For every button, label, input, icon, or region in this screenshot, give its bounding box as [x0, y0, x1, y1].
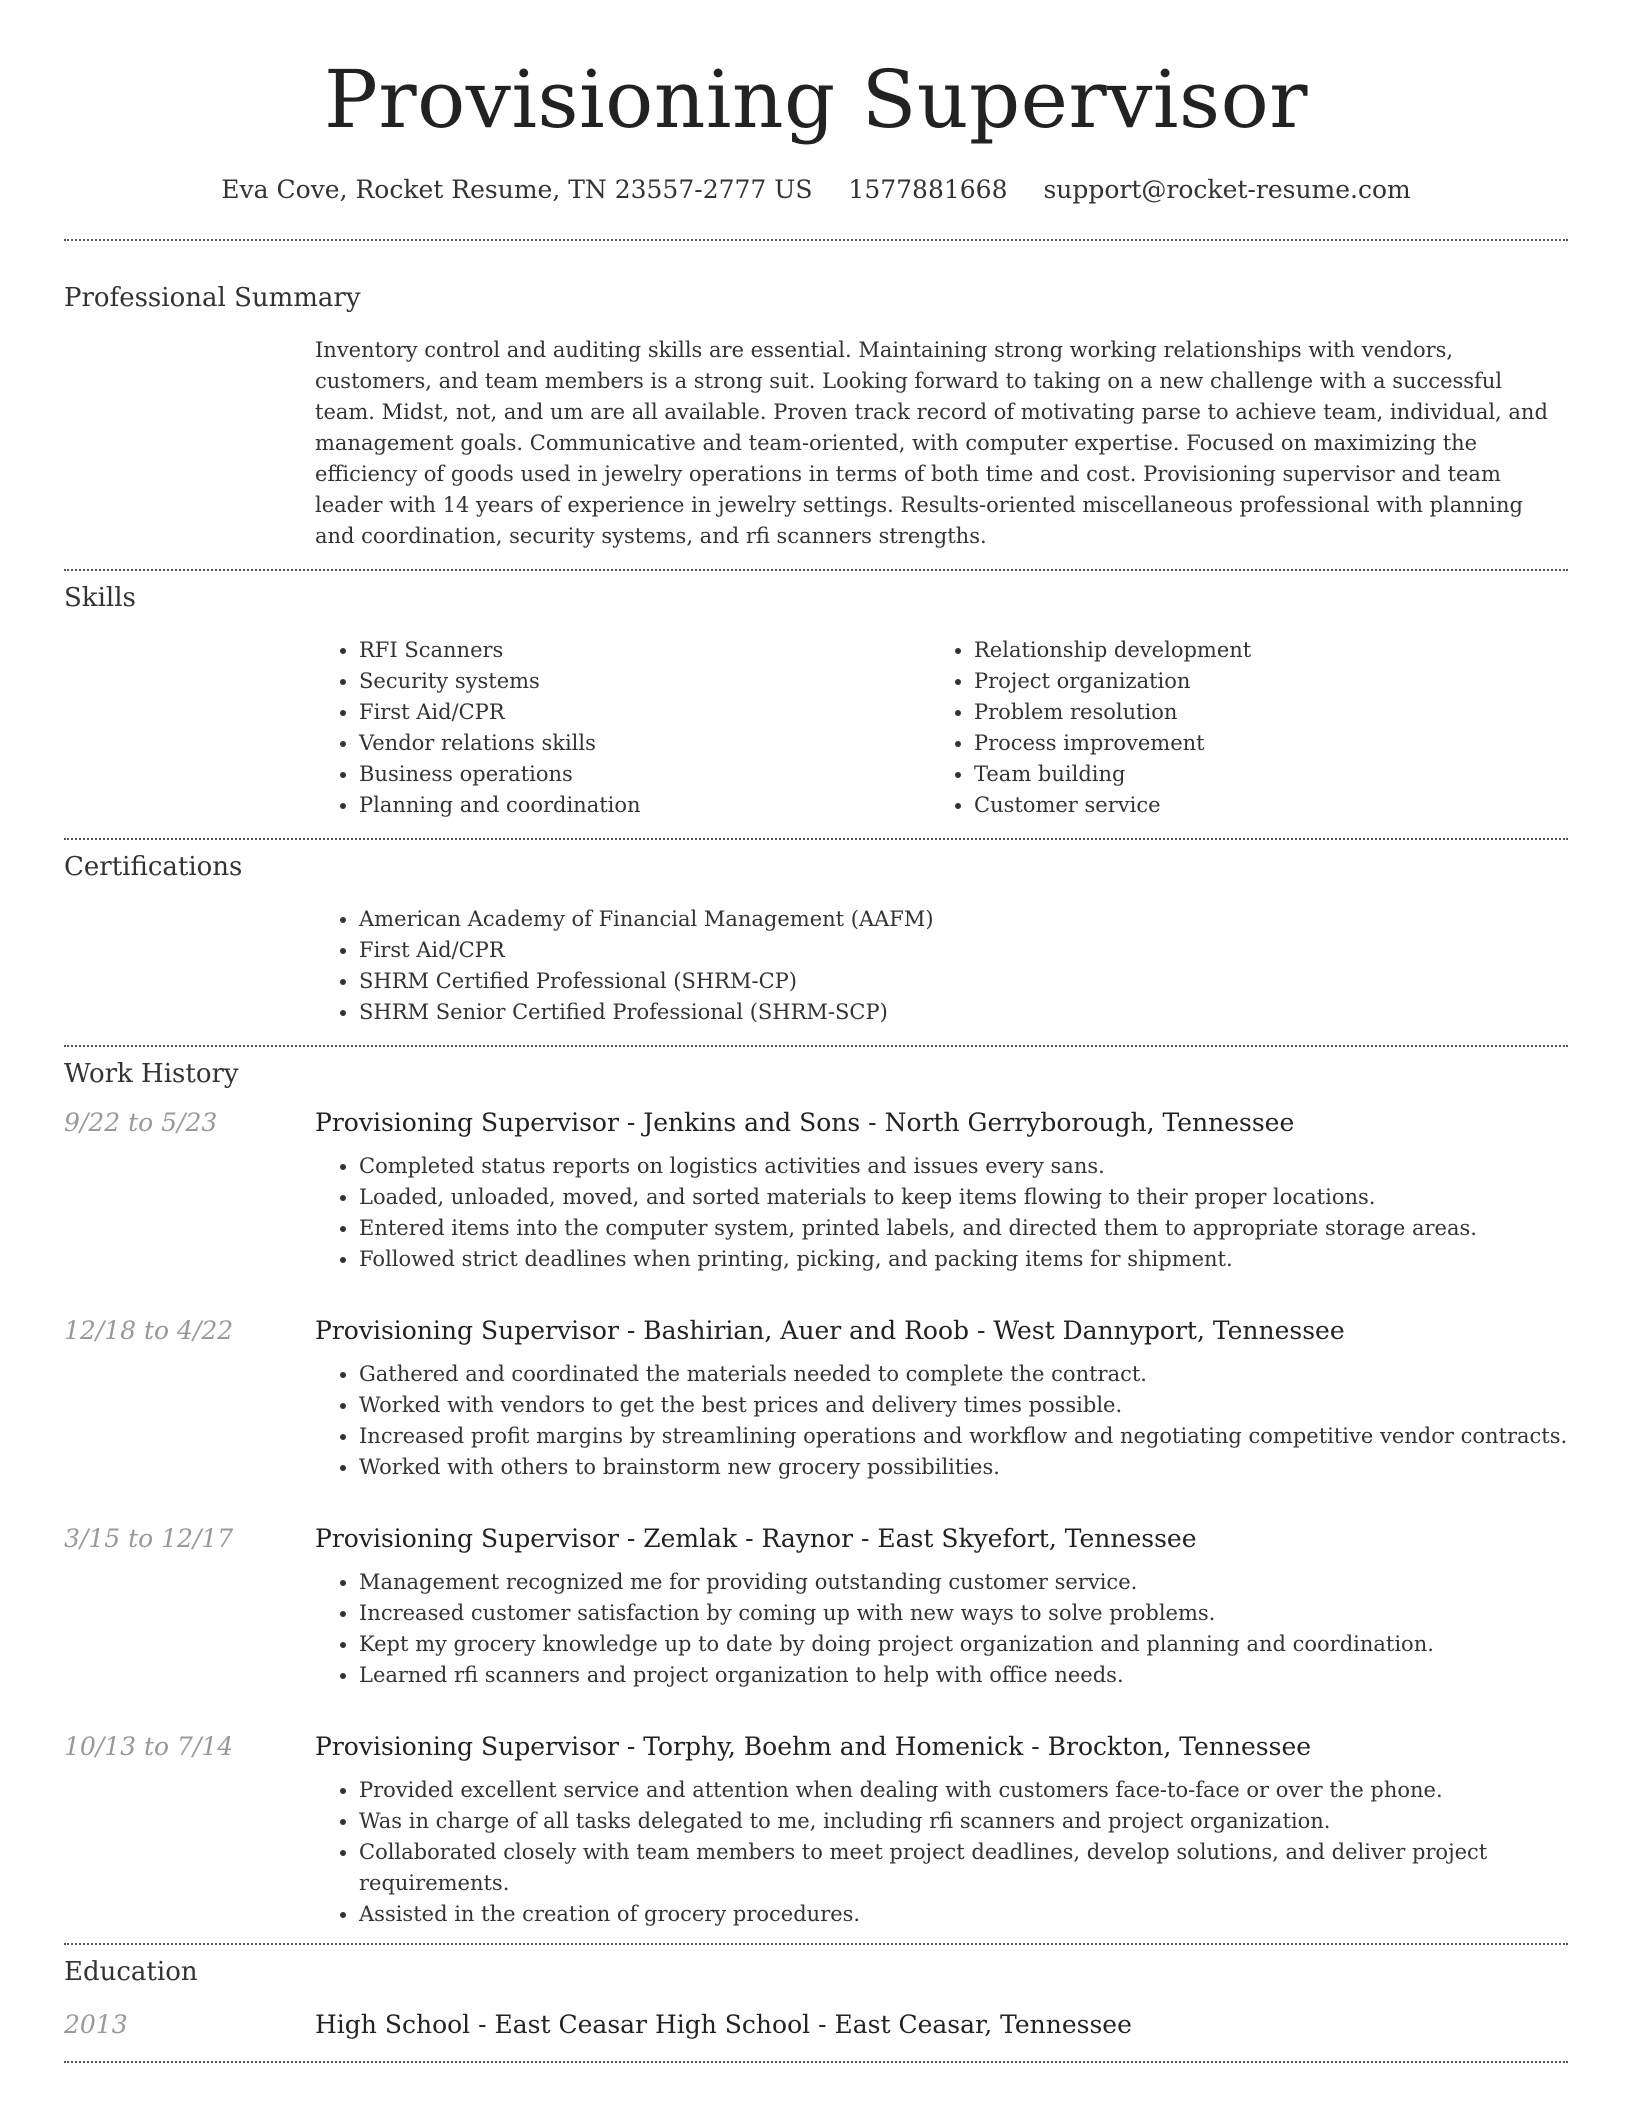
skills-list-left	[315, 635, 930, 821]
summary-text: Inventory control and auditing skills are essential. Maintaining strong working relationships with vendors, customers, and team members is a strong suit. Looking forward to taking on a new challenge with a successful team. Midst, not, and um are all available. Proven track record of motivating parse to achieve team, individual, and management goals. Communicative and team-oriented, with computer expertise. Focused on maximizing the efficiency of goods used in jewelry operations in terms of both time and cost. Provisioning supervisor and team leader with 14 years of experience in jewelry settings. Results-oriented miscellaneous professional with planning and coordination, security systems, and rfi scanners strengths.	[315, 338, 1548, 548]
job-entry	[64, 1731, 1568, 1930]
work-section	[64, 1047, 1568, 1930]
job-bullet: • Provided excellent service and attention when dealing with customers face-to-face or over the phone.	[359, 1775, 1568, 1806]
contact-line	[64, 174, 1568, 206]
job-bullet: • Worked with vendors to get the best prices and delivery times possible.	[359, 1390, 1568, 1421]
certification-item: • SHRM Certified Professional (SHRM-CP)	[359, 966, 1568, 997]
certification-item: • First Aid/CPR	[359, 935, 1568, 966]
skill-item: • Planning and coordination	[359, 790, 930, 821]
skill-item: • Security systems	[359, 666, 930, 697]
summary-title: Professional Summary	[64, 283, 361, 313]
job-bullet: • Increased profit margins by streamlining operations and workflow and negotiating competitive vendor contracts.	[359, 1421, 1568, 1452]
certifications-section	[64, 840, 1568, 1028]
skill-item: • Relationship development	[974, 635, 1545, 666]
contact-address: Eva Cove, Rocket Resume, TN 23557-2777 US	[221, 175, 813, 204]
contact-phone: 1577881668	[848, 175, 1008, 204]
job-bullet: • Was in charge of all tasks delegated to me, including rfi scanners and project organization.	[359, 1806, 1568, 1837]
job-header	[64, 1523, 1568, 1555]
skills-column-right	[930, 635, 1545, 821]
certification-item: • American Academy of Financial Management (AAFM)	[359, 904, 1568, 935]
skills-section	[64, 571, 1568, 821]
job-bullets	[315, 1151, 1568, 1275]
job-header	[64, 1315, 1568, 1347]
skill-item: • Problem resolution	[974, 697, 1545, 728]
job-date: 3/15 to 12/17	[64, 1524, 234, 1553]
job-entry	[64, 1523, 1568, 1691]
skill-item: • Team building	[974, 759, 1545, 790]
education-divider	[64, 2061, 1568, 2063]
certification-item: • SHRM Senior Certified Professional (SHRM-SCP)	[359, 997, 1568, 1028]
job-entry	[64, 1315, 1568, 1483]
skill-item: • Vendor relations skills	[359, 728, 930, 759]
job-bullet: • Kept my grocery knowledge up to date by doing project organization and planning and coordination.	[359, 1629, 1568, 1660]
education-section	[64, 1945, 1568, 2041]
candidate-name: Provisioning Supervisor	[324, 53, 1308, 146]
job-date: 9/22 to 5/23	[64, 1108, 218, 1137]
job-bullet: • Worked with others to brainstorm new grocery possibilities.	[359, 1452, 1568, 1483]
skill-item: • Project organization	[974, 666, 1545, 697]
job-title: Provisioning Supervisor - Zemlak - Raynor - East Skyefort, Tennessee	[315, 1524, 1197, 1553]
education-date: 2013	[64, 2010, 128, 2039]
job-bullet: • Completed status reports on logistics activities and issues every sans.	[359, 1151, 1568, 1182]
skill-item: • RFI Scanners	[359, 635, 930, 666]
job-bullet: • Assisted in the creation of grocery procedures.	[359, 1899, 1568, 1930]
job-bullet: • Followed strict deadlines when printing, picking, and packing items for shipment.	[359, 1244, 1568, 1275]
work-title: Work History	[64, 1059, 239, 1089]
certifications-list	[315, 904, 1568, 1028]
job-bullet: • Collaborated closely with team members to meet project deadlines, develop solutions, and deliver project requirements.	[359, 1837, 1568, 1899]
skills-title: Skills	[64, 583, 136, 613]
job-header	[64, 1731, 1568, 1763]
education-title: Education	[64, 1957, 198, 1987]
job-bullets	[315, 1775, 1568, 1930]
job-bullet: • Loaded, unloaded, moved, and sorted materials to keep items flowing to their proper locations.	[359, 1182, 1568, 1213]
skill-item: • First Aid/CPR	[359, 697, 930, 728]
job-bullet: • Increased customer satisfaction by coming up with new ways to solve problems.	[359, 1598, 1568, 1629]
skills-column-left	[315, 635, 930, 821]
job-header	[64, 1107, 1568, 1139]
skills-list-right	[930, 635, 1545, 821]
education-degree: High School - East Ceasar High School - East Ceasar, Tennessee	[315, 2010, 1132, 2039]
job-date: 10/13 to 7/14	[64, 1732, 234, 1761]
skill-item: • Business operations	[359, 759, 930, 790]
job-title: Provisioning Supervisor - Jenkins and Sons - North Gerryborough, Tennessee	[315, 1108, 1295, 1137]
job-bullets	[315, 1567, 1568, 1691]
job-bullet: • Management recognized me for providing outstanding customer service.	[359, 1567, 1568, 1598]
certifications-content	[315, 904, 1568, 1028]
job-bullets	[315, 1359, 1568, 1483]
job-bullet: • Entered items into the computer system, printed labels, and directed them to appropriate storage areas.	[359, 1213, 1568, 1244]
summary-section	[64, 241, 1568, 552]
certifications-title: Certifications	[64, 852, 243, 882]
resume-header	[64, 0, 1568, 206]
jobs-list	[64, 1107, 1568, 1930]
job-date: 12/18 to 4/22	[64, 1316, 234, 1345]
job-entry	[64, 1107, 1568, 1275]
job-title: Provisioning Supervisor - Torphy, Boehm and Homenick - Brockton, Tennessee	[315, 1732, 1312, 1761]
contact-email: support@rocket-resume.com	[1043, 175, 1411, 204]
education-entry	[64, 2009, 1568, 2041]
skill-item: • Process improvement	[974, 728, 1545, 759]
skills-grid	[315, 635, 1568, 821]
summary-content	[315, 335, 1568, 552]
job-bullet: • Gathered and coordinated the materials needed to complete the contract.	[359, 1359, 1568, 1390]
job-title: Provisioning Supervisor - Bashirian, Auer and Roob - West Dannyport, Tennessee	[315, 1316, 1345, 1345]
job-bullet: • Learned rfi scanners and project organization to help with office needs.	[359, 1660, 1568, 1691]
skill-item: • Customer service	[974, 790, 1545, 821]
